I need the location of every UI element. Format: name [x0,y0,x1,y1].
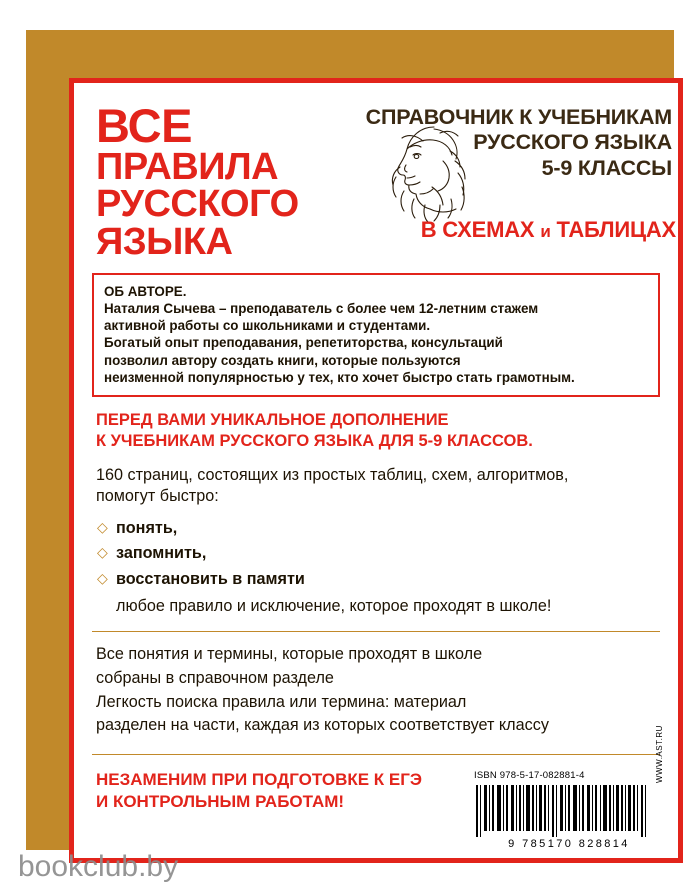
book-title-left [96,99,346,263]
schemes-conjunction: и [540,222,551,241]
reference-section-block [92,643,660,738]
bullet-label: запомнить, [116,544,207,563]
list-item [96,516,660,542]
subtitle-line-1: СПРАВОЧНИК К УЧЕБНИКАМ [365,105,672,129]
emphasis-line-2: К УЧЕБНИКАМ РУССКОГО ЯЗЫКА ДЛЯ 5-9 КЛАССОВ. [96,431,533,450]
features-block [92,465,660,618]
about-line-1: Наталия Сычева – преподаватель с более чем 12-летним стажем [104,301,539,317]
bullet-tail-text: любое правило и исключение, которое проходят в школе! [116,597,552,616]
barcode-digits: 9 785170 828814 [508,838,630,850]
cover-content [74,83,678,858]
about-heading: ОБ АВТОРЕ. [104,284,187,299]
schemes-suffix: ТАБЛИЦАХ [556,217,676,242]
about-line-5: неизменной популярностью у тех, кто хочет быстро стать грамотным. [104,369,575,385]
publisher-url-vertical: WWW.AST.RU [655,725,664,783]
features-bullet-list [96,516,660,593]
title-line-2: ПРАВИЛА [96,146,279,189]
isbn-label: ISBN 978-5-17-082881-4 [474,770,585,781]
watermark-bookclub: bookclub.by [18,850,179,883]
isbn-row [474,725,664,783]
about-line-4: позволил автору создать книги, которые пользуются [104,352,461,368]
book-subtitle-right [354,105,672,181]
list-item [96,567,660,593]
title-line-4: ЯЗЫКА [96,220,233,263]
reference-line-3: Легкость поиска правила или термина: материал [96,692,467,711]
subtitle-line-2: РУССКОГО ЯЗЫКА [473,130,672,155]
schemes-prefix: В СХЕМАХ [420,217,535,242]
barcode-image [474,785,650,837]
schemes-tables-tagline [316,217,676,243]
about-line-3: Богатый опыт преподавания, репетиторства, консультаций [104,335,503,351]
emphasis-block [92,410,660,452]
about-line-2: активной работы со школьниками и студентами. [104,318,431,334]
divider-top [92,631,660,632]
diamond-bullet-icon: ◇ [97,569,108,586]
barcode-area [474,725,664,850]
cover-background [26,30,674,850]
reference-line-4: разделен на части, каждая из которых соответствует классу [96,716,549,735]
title-line-3: РУССКОГО [96,183,299,226]
about-author-box [92,273,660,397]
bullet-label: восстановить в памяти [116,569,305,588]
subtitle-line-3: 5-9 КЛАССЫ [541,155,672,180]
diamond-bullet-icon: ◇ [97,544,108,561]
list-item [96,541,660,567]
emphasis-line-1: ПЕРЕД ВАМИ УНИКАЛЬНОЕ ДОПОЛНЕНИЕ [96,410,449,429]
diamond-bullet-icon: ◇ [97,518,108,535]
final-line-1: НЕЗАМЕНИМ ПРИ ПОДГОТОВКЕ К ЕГЭ [96,770,422,790]
reference-line-2: собраны в справочном разделе [96,669,334,688]
final-line-2: И КОНТРОЛЬНЫМ РАБОТАМ! [96,791,345,811]
title-line-1: ВСЕ [96,99,192,152]
cover-header [92,99,676,269]
bullet-label: понять, [116,518,178,537]
features-lead-line-1: 160 страниц, состоящих из простых таблиц, схем, алгоритмов, [96,465,569,484]
red-frame [69,78,683,863]
reference-line-1: Все понятия и термины, которые проходят в школе [96,645,483,664]
features-lead-line-2: помогут быстро: [96,486,219,505]
